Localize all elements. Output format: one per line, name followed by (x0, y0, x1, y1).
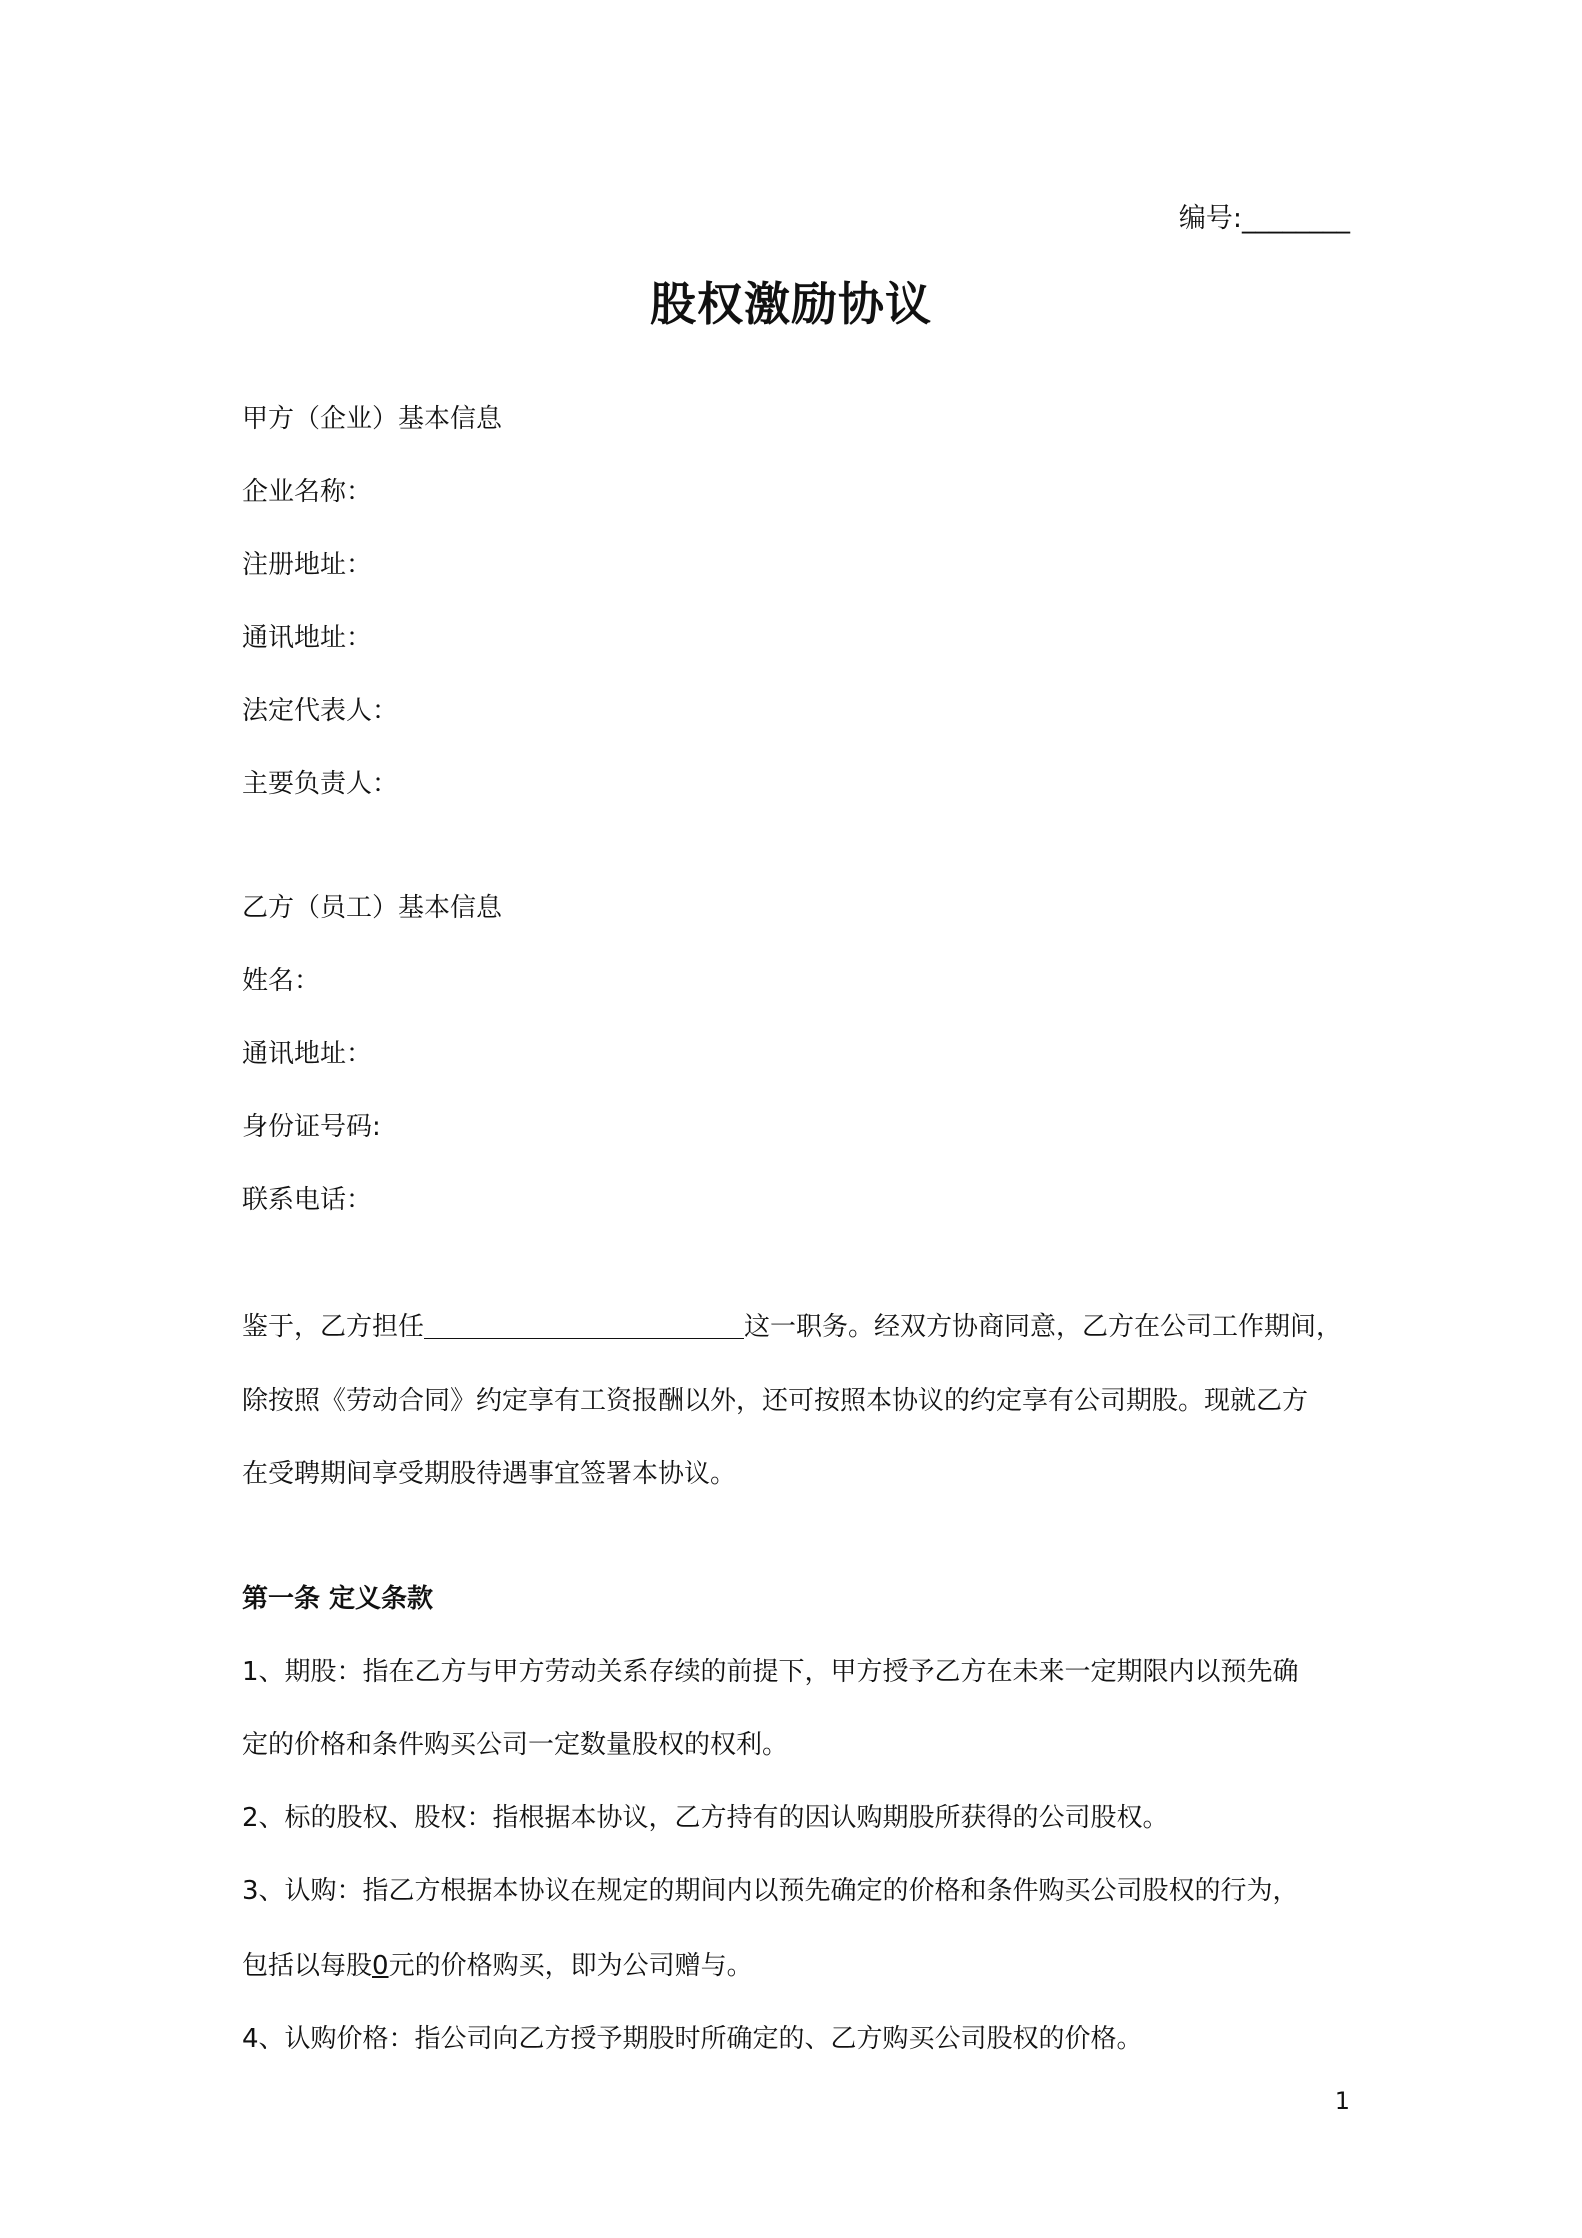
preamble-line-3: 在受聘期间享受期股待遇事宜签署本协议。 (242, 1459, 737, 1489)
article-1-heading: 第一条 定义条款 (242, 1584, 434, 1614)
article-1-item-3-line-2 (242, 1945, 753, 1982)
party-a-heading: 甲方（企业）基本信息 (242, 404, 503, 434)
position-blank-line (424, 1308, 744, 1339)
document-number: 编号:________ (1178, 203, 1350, 234)
party-b-name-label: 姓名： (242, 966, 321, 996)
item-3-text-end: 元的价格购买，即为公司赠与。 (388, 1951, 753, 1981)
preamble-line-1-start: 鉴于，乙方担任 (242, 1312, 425, 1342)
party-b-phone-label: 联系电话： (242, 1185, 373, 1215)
article-1-item-4: 4、认购价格：指公司向乙方授予期股时所确定的、乙方购买公司股权的价格。 (242, 2024, 1143, 2054)
party-a-registered-address-label: 注册地址： (242, 550, 373, 580)
party-a-legal-rep-label: 法定代表人： (242, 696, 399, 726)
page-number: 1 (1334, 2087, 1350, 2115)
party-a-principal-label: 主要负责人： (242, 769, 399, 799)
article-1-item-2: 2、标的股权、股权：指根据本协议，乙方持有的因认购期股所获得的公司股权。 (242, 1803, 1169, 1833)
document-title: 股权激励协议 (650, 277, 932, 331)
article-1-item-3-line-1: 3、认购：指乙方根据本协议在规定的期间内以预先确定的价格和条件购买公司股权的行为， (242, 1876, 1299, 1906)
preamble-line-1-end: 这一职务。经双方协商同意，乙方在公司工作期间， (744, 1312, 1343, 1342)
party-a-company-name-label: 企业名称： (242, 477, 373, 507)
article-1-item-1-line-2: 定的价格和条件购买公司一定数量股权的权利。 (242, 1730, 789, 1760)
preamble-line-2: 除按照《劳动合同》约定享有工资报酬以外，还可按照本协议的约定享有公司期股。现就乙方 (242, 1386, 1309, 1416)
party-b-id-number-label: 身份证号码: (242, 1112, 381, 1142)
party-a-mailing-address-label: 通讯地址： (242, 623, 373, 653)
price-value: 0 (372, 1951, 389, 1981)
party-b-heading: 乙方（员工）基本信息 (242, 893, 503, 923)
item-3-text-start: 包括以每股 (242, 1951, 373, 1981)
article-1-item-1-line-1: 1、期股：指在乙方与甲方劳动关系存续的前提下，甲方授予乙方在未来一定期限内以预先确 (242, 1657, 1299, 1687)
preamble-line-1 (242, 1306, 1342, 1343)
party-b-mailing-address-label: 通讯地址： (242, 1039, 373, 1069)
